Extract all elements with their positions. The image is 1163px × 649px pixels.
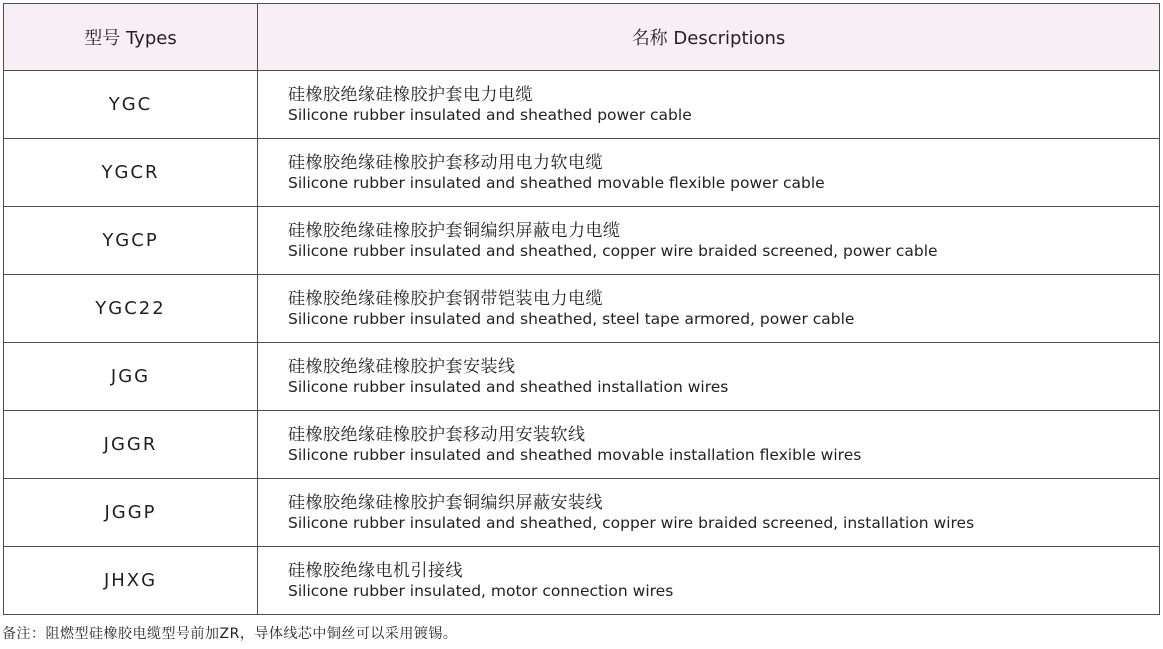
description-chinese: 硅橡胶绝缘硅橡胶护套电力电缆: [288, 84, 533, 105]
header-descriptions: 名称 Descriptions: [258, 4, 1160, 71]
type-code: JGGP: [4, 479, 258, 547]
table-row: [4, 275, 1160, 343]
description-chinese: 硅橡胶绝缘硅橡胶护套移动用安装软线: [288, 424, 586, 445]
description-english: Silicone rubber insulated and sheathed, steel tape armored, power cable: [288, 309, 855, 328]
table-row: [4, 207, 1160, 275]
description-chinese: 硅橡胶绝缘硅橡胶护套钢带铠装电力电缆: [288, 288, 603, 309]
description-cell: [258, 547, 1160, 615]
description-cell: [258, 411, 1160, 479]
description-english: Silicone rubber insulated and sheathed movable installation flexible wires: [288, 445, 862, 464]
type-code: YGCP: [4, 207, 258, 275]
description-cell: [258, 479, 1160, 547]
description-chinese: 硅橡胶绝缘电机引接线: [288, 560, 463, 581]
table-row: [4, 411, 1160, 479]
description-english: Silicone rubber insulated and sheathed power cable: [288, 105, 692, 124]
type-code: YGCR: [4, 139, 258, 207]
type-code: YGC22: [4, 275, 258, 343]
table-header-row: [4, 4, 1160, 71]
table-row: [4, 479, 1160, 547]
type-code: JGG: [4, 343, 258, 411]
type-code: JHXG: [4, 547, 258, 615]
header-types: 型号 Types: [4, 4, 258, 71]
description-cell: [258, 343, 1160, 411]
description-english: Silicone rubber insulated and sheathed, copper wire braided screened, installation wires: [288, 513, 975, 532]
type-code: JGGR: [4, 411, 258, 479]
table-row: [4, 139, 1160, 207]
description-cell: [258, 275, 1160, 343]
table-row: [4, 343, 1160, 411]
description-chinese: 硅橡胶绝缘硅橡胶护套移动用电力软电缆: [288, 152, 603, 173]
description-cell: [258, 71, 1160, 139]
product-type-table: [3, 3, 1160, 615]
table-row: [4, 547, 1160, 615]
table-header: [4, 4, 1160, 71]
description-english: Silicone rubber insulated and sheathed, copper wire braided screened, power cable: [288, 241, 938, 260]
table-body: [4, 71, 1160, 615]
type-code: YGC: [4, 71, 258, 139]
description-cell: [258, 207, 1160, 275]
description-cell: [258, 139, 1160, 207]
table-row: [4, 71, 1160, 139]
description-english: Silicone rubber insulated and sheathed installation wires: [288, 377, 729, 396]
footnote: 备注：阻燃型硅橡胶电缆型号前加ZR，导体线芯中铜丝可以采用镀锡。: [2, 626, 458, 642]
description-chinese: 硅橡胶绝缘硅橡胶护套铜编织屏蔽电力电缆: [288, 220, 621, 241]
description-chinese: 硅橡胶绝缘硅橡胶护套铜编织屏蔽安装线: [288, 492, 603, 513]
description-chinese: 硅橡胶绝缘硅橡胶护套安装线: [288, 356, 516, 377]
product-type-table-container: [3, 3, 1159, 615]
description-english: Silicone rubber insulated and sheathed movable flexible power cable: [288, 173, 825, 192]
description-english: Silicone rubber insulated, motor connection wires: [288, 581, 674, 600]
